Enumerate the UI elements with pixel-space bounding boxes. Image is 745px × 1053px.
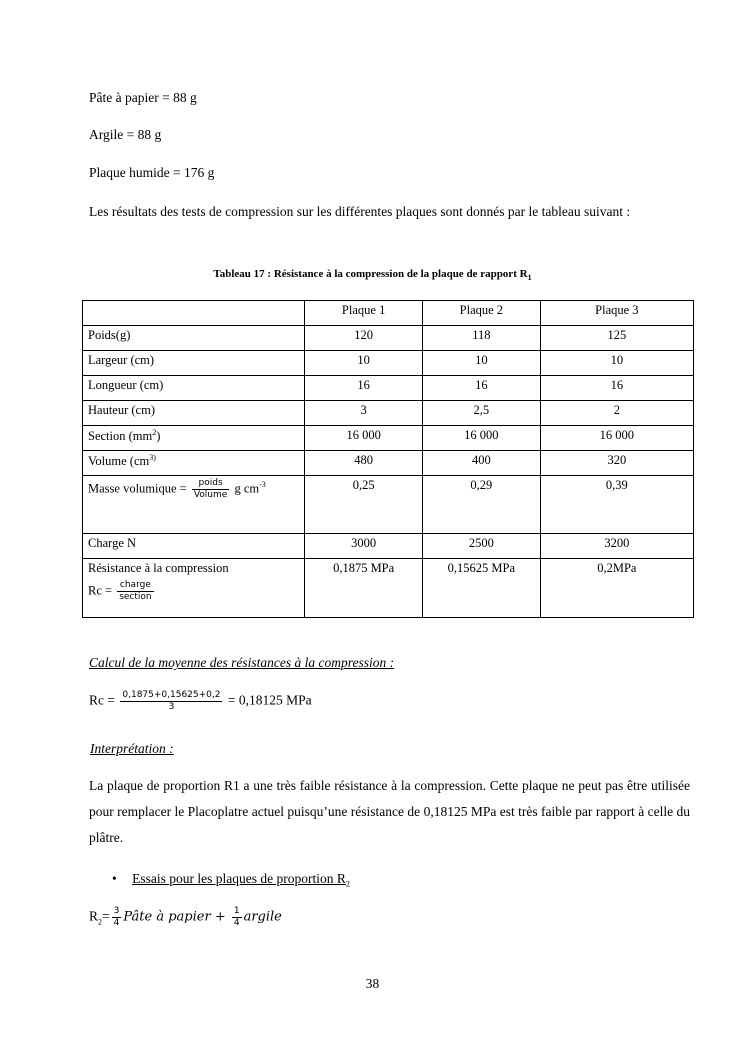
table-row [83, 426, 694, 451]
fraction-one-quarter: $\frac{1}{4}$ [233, 906, 240, 928]
table-cell: 3000 [305, 534, 423, 559]
table-row [83, 326, 694, 351]
interpretation-heading: Interprétation : [90, 741, 174, 756]
table-cell: 0,1875 MPa [305, 559, 423, 618]
mean-heading: Calcul de la moyenne des résistances à la compression : [89, 655, 395, 670]
table-row [83, 401, 694, 426]
table-cell: 10 [422, 351, 540, 376]
fraction-mean: $\frac{0,1875+0,15625+0,2}{3}$ [122, 690, 221, 712]
bullet-dot-icon: • [112, 871, 117, 886]
table-cell: 118 [422, 326, 540, 351]
table-cell: 120 [305, 326, 423, 351]
intro-line-argile: Argile = 88 g [89, 127, 162, 142]
table-header-row [83, 301, 694, 326]
table-cell: 16 [540, 376, 693, 401]
row-label: Hauteur (cm) [83, 401, 305, 426]
table-cell: 10 [305, 351, 423, 376]
table-cell: 0,25 [305, 476, 423, 534]
table-cell: 16 [422, 376, 540, 401]
table-cell: 2500 [422, 534, 540, 559]
table-header-cell: Plaque 2 [422, 301, 540, 326]
bullet-text: Essais pour les plaques de proportion $R_2$ [132, 871, 350, 889]
table-cell: 16 [305, 376, 423, 401]
table-cell: 125 [540, 326, 693, 351]
results-intro-paragraph: Les résultats des tests de compression sur les différentes plaques sont donnés par le tableau suivant : [89, 204, 631, 219]
table-row [83, 376, 694, 401]
table-cell: 16 000 [305, 426, 423, 451]
table-cell: 0,2MPa [540, 559, 693, 618]
table-row [83, 476, 694, 534]
table-cell: 3200 [540, 534, 693, 559]
table-header-cell: Plaque 1 [305, 301, 423, 326]
fraction-three-quarters: $\frac{3}{4}$ [113, 906, 120, 928]
r2-formula: $R_2=$ $\frac{3}{4}$ Pâte à papier + $\frac{1}{4}$ argile [89, 906, 282, 928]
table-cell: 480 [305, 451, 423, 476]
row-label: Section $(mm^2)$ [83, 426, 305, 451]
row-label: Charge N [83, 534, 305, 559]
table-cell: 16 000 [422, 426, 540, 451]
mean-formula: Rc = $\frac{0,1875+0,15625+0,2}{3}$ = 0,18125 MPa [89, 690, 312, 712]
table-cell: 10 [540, 351, 693, 376]
table-caption: Tableau 17 : Résistance à la compression de la plaque de rapport $R_1$ [213, 268, 532, 283]
row-label: Résistance à la compression Rc = $\frac{\text{charge}}{\text{section}}$ [83, 559, 305, 618]
row-label: Masse volumique = $\frac{\text{poids}}{\text{Volume}}$ g $cm^{-3}$ [83, 476, 305, 534]
table-cell: 3 [305, 401, 423, 426]
table-row [83, 559, 694, 618]
table-cell: 400 [422, 451, 540, 476]
fraction-poids-volume: $\frac{\text{poids}}{\text{Volume}}$ [193, 478, 228, 500]
table-header-cell [83, 301, 305, 326]
intro-line-plaque: Plaque humide = 176 g [89, 165, 215, 180]
row-label: Longueur (cm) [83, 376, 305, 401]
interpretation-paragraph: La plaque de proportion R1 a une très faible résistance à la compression. Cette plaque ne peut pas être utilisée pour remplacer le Placoplatre actuel puisqu’une résistance de 0,18125 MPa est très faible par rapport à celle du plâtre. [89, 778, 690, 845]
table-row [83, 534, 694, 559]
table-cell: 16 000 [540, 426, 693, 451]
table-row [83, 351, 694, 376]
row-label: Poids(g) [83, 326, 305, 351]
row-label: Largeur (cm) [83, 351, 305, 376]
table-cell: 320 [540, 451, 693, 476]
fraction-charge-section: $\frac{\text{charge}}{\text{section}}$ [119, 580, 152, 602]
table-cell: 2 [540, 401, 693, 426]
table-cell: 0,39 [540, 476, 693, 534]
bullet-item [112, 871, 350, 889]
table-cell: 0,29 [422, 476, 540, 534]
table-cell: 2,5 [422, 401, 540, 426]
table-header-cell: Plaque 3 [540, 301, 693, 326]
row-label: Volume ($cm^{3)}$ [83, 451, 305, 476]
results-table [82, 300, 694, 618]
intro-line-pate: Pâte à papier = 88 g [89, 90, 197, 105]
page-number: 38 [365, 976, 380, 991]
table-cell: 0,15625 MPa [422, 559, 540, 618]
table-row [83, 451, 694, 476]
